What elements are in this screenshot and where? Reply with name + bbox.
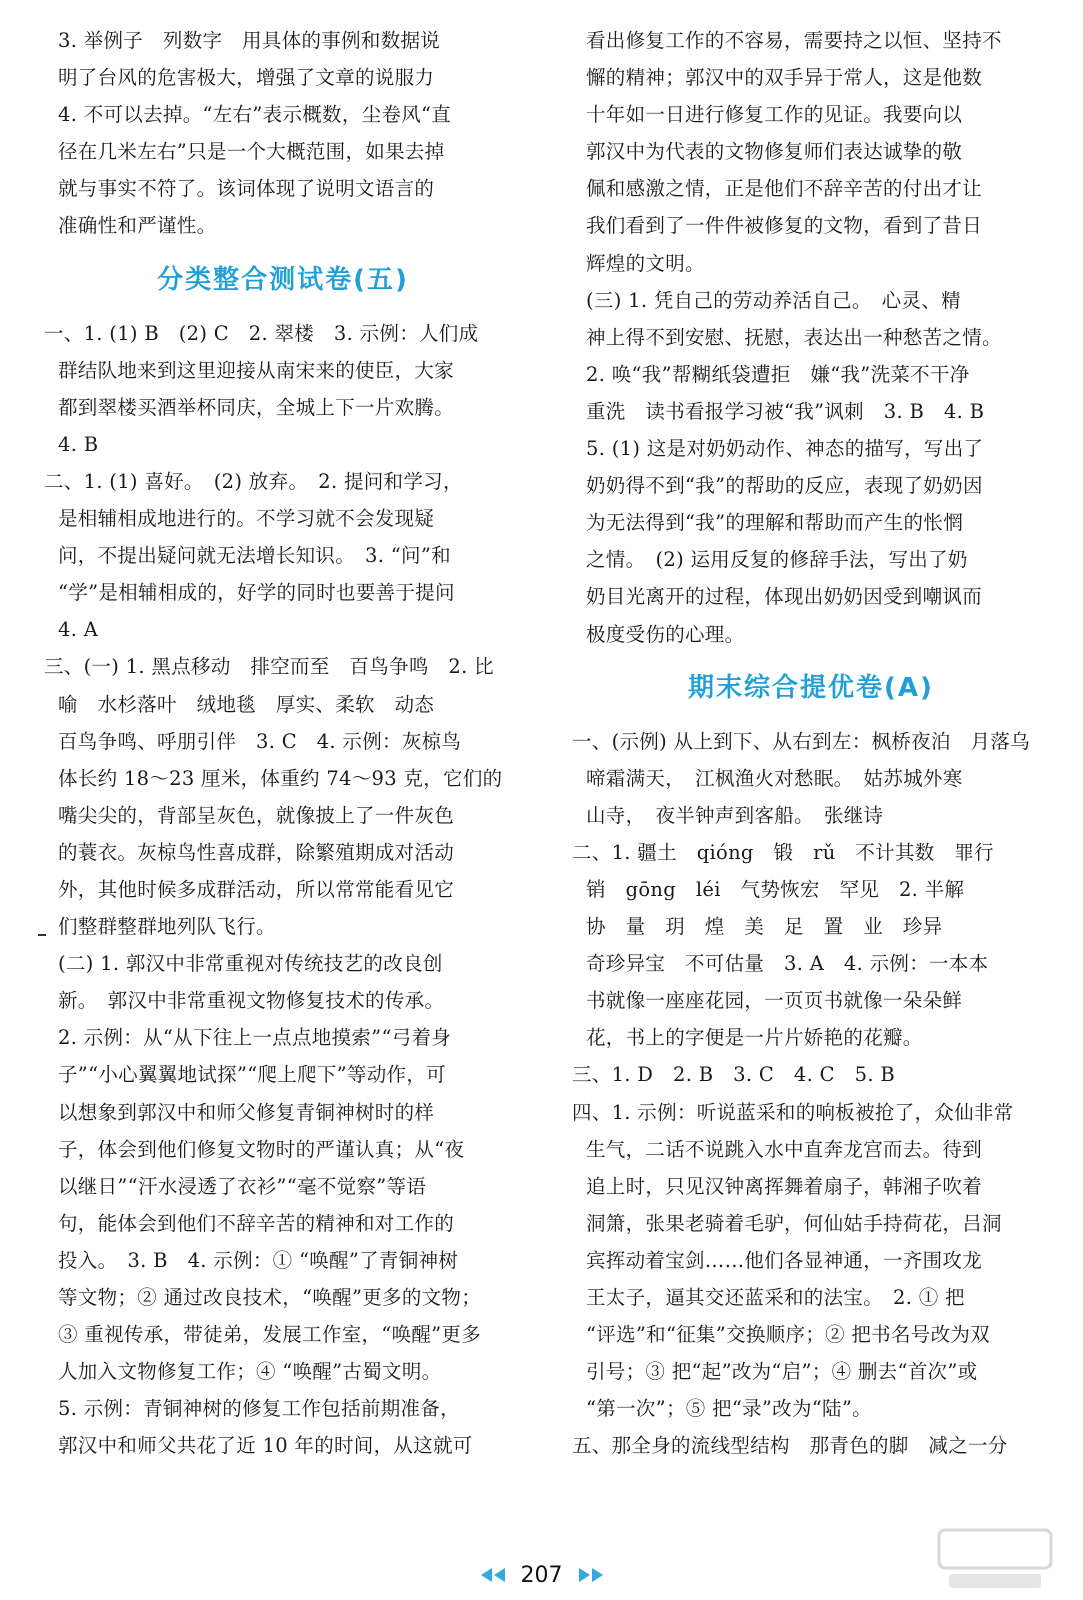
prev-arrow-icon: [494, 1568, 505, 1582]
answer-line: “学”是相辅相成的，好学的同时也要善于提问: [58, 581, 455, 605]
answer-line: 二、1. (1) 喜好。 (2) 放弃。 2. 提问和学习，: [44, 469, 463, 493]
answer-line: 句，能体会到他们不辞辛苦的精神和对工作的: [58, 1211, 455, 1235]
answer-line: 奶目光离开的过程，体现出奶奶因受到嘲讽而: [586, 585, 983, 609]
answer-line: 四、1. 示例：听说蓝采和的响板被抢了，众仙非常: [572, 1100, 1014, 1124]
answer-line: 懈的精神；郭汉中的双手异于常人，这是他数: [586, 66, 983, 90]
answer-line: 准确性和严谨性。: [58, 214, 217, 238]
answer-line: (二) 1. 郭汉中非常重视对传统技艺的改良创: [58, 952, 443, 976]
answer-line: 人加入文物修复工作；④ “唤醒”古蜀文明。: [58, 1360, 442, 1384]
answer-line: 新。 郭汉中非常重视文物修复技术的传承。: [58, 989, 445, 1013]
answer-line: 一、1. (1) B (2) C 2. 翠楼 3. 示例：人们成: [44, 321, 479, 345]
answer-line: 山寺， 夜半钟声到客船。 张继诗: [586, 803, 884, 827]
answer-line: 4. 不可以去掉。“左右”表示概数，尘卷风“直: [58, 103, 452, 127]
answer-line: 协 量 玥 煌 美 足 置 业 珍异: [586, 915, 943, 939]
prev-arrow-icon: [481, 1568, 492, 1582]
section-title: 期末综合提优卷(A): [688, 672, 934, 703]
answer-line: 为无法得到“我”的理解和帮助而产生的怅惘: [586, 511, 963, 535]
answer-line: 奇珍异宝 不可估量 3. A 4. 示例：一本本: [586, 952, 989, 976]
section-title: 分类整合测试卷(五): [157, 264, 409, 295]
answer-line: 百鸟争鸣、呼朋引伴 3. C 4. 示例：灰椋鸟: [58, 729, 462, 753]
next-arrow-icon: [592, 1568, 603, 1582]
answer-line: 重洗 读书看报学习被“我”讽刺 3. B 4. B: [586, 399, 985, 423]
answer-line: 投入。 3. B 4. 示例：① “唤醒”了青铜神树: [58, 1248, 459, 1272]
answer-line: 问，不提出疑问就无法增长知识。 3. “问”和: [58, 544, 451, 568]
answer-line: 书就像一座座花园，一页页书就像一朵朵鲜: [586, 989, 963, 1013]
answer-line: 看出修复工作的不容易，需要持之以恒、坚持不: [586, 29, 1002, 52]
answer-line: 5. 示例：青铜神树的修复工作包括前期准备，: [58, 1397, 460, 1421]
answer-line: 喻 水杉落叶 绒地毯 厚实、柔软 动态: [58, 692, 435, 716]
answer-line: 引号；③ 把“起”改为“启”；④ 删去“首次”或: [586, 1360, 978, 1384]
answer-line: 都到翠楼买酒举杯同庆，全城上下一片欢腾。: [58, 395, 455, 419]
page-footer: [0, 1562, 1083, 1592]
answer-line: 郭汉中为代表的文物修复师们表达诚挚的敬: [586, 140, 963, 164]
answer-line: 三、1. D 2. B 3. C 4. C 5. B: [572, 1063, 895, 1087]
answer-line: 销 gōng léi 气势恢宏 罕见 2. 半解: [586, 877, 965, 901]
answer-line: 径在几米左右”只是一个大概范围，如果去掉: [58, 140, 445, 164]
answer-line: 2. 示例：从“从下往上一点点地摸索”“弓着身: [58, 1026, 452, 1050]
answer-line: 佩和感激之情，正是他们不辞辛苦的付出才让: [586, 177, 983, 201]
answer-line: “评选”和“征集”交换顺序；② 把书名号改为双: [586, 1323, 990, 1347]
answer-line: 我们看到了一件件被修复的文物，看到了昔日: [586, 214, 983, 238]
answer-line: 子，体会到他们修复文物时的严谨认真；从“夜: [58, 1137, 465, 1161]
answer-line: 生气，二话不说跳入水中直奔龙宫而去。待到: [586, 1137, 983, 1161]
answer-line: (三) 1. 凭自己的劳动养活自己。 心灵、精: [586, 288, 961, 312]
answer-line: 以想象到郭汉中和师父修复青铜神树时的样: [58, 1100, 435, 1124]
answer-line: 是相辅相成地进行的。不学习就不会发现疑: [58, 507, 435, 531]
answer-line: 4. A: [58, 618, 99, 642]
answer-line: 啼霜满天， 江枫渔火对愁眠。 姑苏城外寒: [586, 766, 963, 790]
answer-line: 十年如一日进行修复工作的见证。我要向以: [586, 103, 963, 127]
answer-line: 等文物；② 通过改良技术，“唤醒”更多的文物；: [58, 1286, 482, 1309]
answer-line: 3. 举例子 列数字 用具体的事例和数据说: [58, 29, 441, 52]
answer-line: 明了台风的危害极大，增强了文章的说服力: [58, 66, 435, 90]
answer-line: 一、(示例) 从上到下、从右到左：枫桥夜泊 月落乌: [572, 729, 1030, 753]
answer-line: 三、(一) 1. 黑点移动 排空而至 百鸟争鸣 2. 比: [44, 655, 494, 679]
next-arrow-icon: [579, 1568, 590, 1582]
answer-line: 郭汉中和师父共花了近 10 年的时间，从这就可: [58, 1434, 473, 1458]
answer-line: 2. 唤“我”帮糊纸袋遭拒 嫌“我”洗菜不干净: [586, 362, 970, 386]
answer-line: 辉煌的文明。: [586, 251, 705, 275]
answer-line: 二、1. 疆土 qióng 锻 rǔ 不计其数 罪行: [572, 840, 994, 864]
answer-line: 外，其他时候多成群活动，所以常常能看见它: [58, 877, 455, 901]
answer-line: 奶奶得不到“我”的帮助的反应，表现了奶奶因: [586, 474, 983, 498]
answer-line: 五、那全身的流线型结构 那青色的脚 减之一分: [572, 1434, 1008, 1458]
margin-mark: [38, 934, 46, 936]
answer-line: 5. (1) 这是对奶奶动作、神态的描写，写出了: [586, 437, 984, 461]
answer-line: 极度受伤的心理。: [586, 622, 745, 646]
answer-line: 神上得不到安慰、抚慰，表达出一种愁苦之情。: [586, 325, 1002, 349]
answer-line: 嘴尖尖的，背部呈灰色，就像披上了一件灰色: [58, 803, 455, 827]
answer-line: 体长约 18～23 厘米，体重约 74～93 克，它们的: [58, 766, 503, 790]
right-column: [572, 22, 1050, 1464]
answer-line: 之情。 (2) 运用反复的修辞手法，写出了奶: [586, 548, 968, 572]
answer-line: 追上时，只见汉钟离挥舞着扇子，韩湘子吹着: [586, 1174, 983, 1198]
watermark-logo-icon: [935, 1524, 1055, 1594]
answer-line: 群结队地来到这里迎接从南宋来的使臣，大家: [58, 358, 455, 382]
answer-line: 王太子，逼其交还蓝采和的法宝。 2. ① 把: [586, 1286, 965, 1309]
answer-line: 宾挥动着宝剑……他们各显神通，一齐围攻龙: [586, 1248, 983, 1272]
answer-line: 子”“小心翼翼地试探”“爬上爬下”等动作，可: [58, 1063, 446, 1087]
answer-line: 的蓑衣。灰椋鸟性喜成群，除繁殖期成对活动: [58, 840, 455, 864]
answer-line: 洞箫，张果老骑着毛驴，何仙姑手持荷花，吕洞: [586, 1211, 1002, 1235]
answer-line: 以继日”“汗水浸透了衣衫”“毫不觉察”等语: [58, 1174, 427, 1198]
answer-line: “第一次”；⑤ 把“录”改为“陆”。: [586, 1397, 872, 1421]
answer-line: 花，书上的字便是一片片娇艳的花瓣。: [586, 1026, 923, 1050]
page-number: 207: [520, 1562, 563, 1588]
left-column: [44, 22, 522, 1464]
answer-line: 4. B: [58, 432, 99, 456]
answer-line: 就与事实不符了。该词体现了说明文语言的: [58, 177, 435, 201]
answer-line: 们整群整群地列队飞行。: [58, 915, 276, 939]
answer-line: ③ 重视传承，带徒弟，发展工作室，“唤醒”更多: [58, 1323, 482, 1347]
